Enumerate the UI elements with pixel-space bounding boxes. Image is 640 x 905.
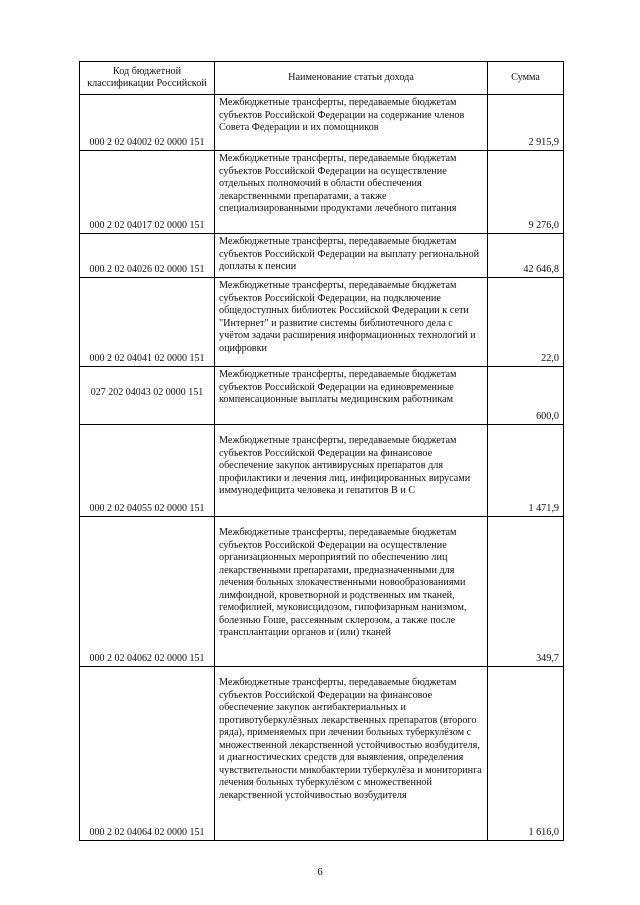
revenue-item-name: Межбюджетные трансферты, передаваемые бюджетам субъектов Российской Федерации на осуществление отдельных полномочий в области обеспечения лекарственными препаратами, а также специализированными продуктами лечебного питания [215, 151, 488, 234]
revenue-item-name: Межбюджетные трансферты, передаваемые бюджетам субъектов Российской Федерации, на подключение общедоступных библиотек Российской Федерации к сети "Интернет" и развитие системы библиотечного дела с учётом задачи расширения информационных технологий и оцифровки [215, 278, 488, 367]
table-row [80, 234, 564, 278]
revenue-amount: 9 276,0 [488, 151, 564, 234]
page-number: 6 [317, 866, 323, 878]
budget-code: 000 2 02 04055 02 0000 151 [80, 425, 215, 517]
revenue-item-name: Межбюджетные трансферты, передаваемые бюджетам субъектов Российской Федерации на финансовое обеспечение закупок антибактериальных и противотуберкулёзных лекарственных препаратов (второго ряда), применяемых при лечении больных туберкулёзом с множественной лекарственной устойчивостью возбудителя, и диагностических средств для выявления, определения чувствительности микобактерии туберкулёза и мониторинга лечения больных туберкулёзом с множественной лекарственной устойчивостью возбудителя [215, 667, 488, 841]
revenue-table [79, 61, 564, 841]
revenue-amount: 349,7 [488, 517, 564, 667]
budget-code: 000 2 02 04062 02 0000 151 [80, 517, 215, 667]
revenue-amount: 600,0 [488, 367, 564, 425]
revenue-amount: 1 471,9 [488, 425, 564, 517]
budget-code: 000 2 02 04026 02 0000 151 [80, 234, 215, 278]
header-name: Наименование статьи дохода [215, 62, 488, 95]
revenue-item-name: Межбюджетные трансферты, передаваемые бюджетам субъектов Российской Федерации на содержание членов Совета Федерации и их помощников [215, 95, 488, 151]
header-code: Код бюджетной классификации Российской [80, 62, 215, 95]
revenue-item-name: Межбюджетные трансферты, передаваемые бюджетам субъектов Российской Федерации на финансовое обеспечение закупок антивирусных препаратов для профилактики и лечения лиц, инфицированных вирусами иммунодефицита человека и гепатитов В и С [215, 425, 488, 517]
revenue-item-name: Межбюджетные трансферты, передаваемые бюджетам субъектов Российской Федерации на осуществление организационных мероприятий по обеспечению лиц лекарственными препаратами, предназначенными для лечения больных злокачественными новообразованиями лимфоидной, кроветворной и родственных им тканей, гемофилией, муковисцидозом, гипофизарным нанизмом, болезнью Гоше, рассеянным склерозом, а также после трансплантации органов и (или) тканей [215, 517, 488, 667]
table-row [80, 278, 564, 367]
revenue-amount: 2 915,9 [488, 95, 564, 151]
table-row [80, 517, 564, 667]
table-row [80, 425, 564, 517]
table-row [80, 367, 564, 425]
revenue-amount: 22,0 [488, 278, 564, 367]
table-header-row [80, 62, 564, 95]
budget-code: 000 2 02 04064 02 0000 151 [80, 667, 215, 841]
budget-code: 000 2 02 04017 02 0000 151 [80, 151, 215, 234]
budget-code: 000 2 02 04002 02 0000 151 [80, 95, 215, 151]
revenue-item-name: Межбюджетные трансферты, передаваемые бюджетам субъектов Российской Федерации на единовременные компенсационные выплаты медицинским работникам [215, 367, 488, 425]
revenue-amount: 42 646,8 [488, 234, 564, 278]
table-row [80, 667, 564, 841]
budget-code: 027 202 04043 02 0000 151 [80, 367, 215, 425]
table-row [80, 151, 564, 234]
revenue-item-name: Межбюджетные трансферты, передаваемые бюджетам субъектов Российской Федерации на выплату региональной доплаты к пенсии [215, 234, 488, 278]
header-sum: Сумма [488, 62, 564, 95]
table-row [80, 95, 564, 151]
revenue-amount: 1 616,0 [488, 667, 564, 841]
budget-code: 000 2 02 04041 02 0000 151 [80, 278, 215, 367]
